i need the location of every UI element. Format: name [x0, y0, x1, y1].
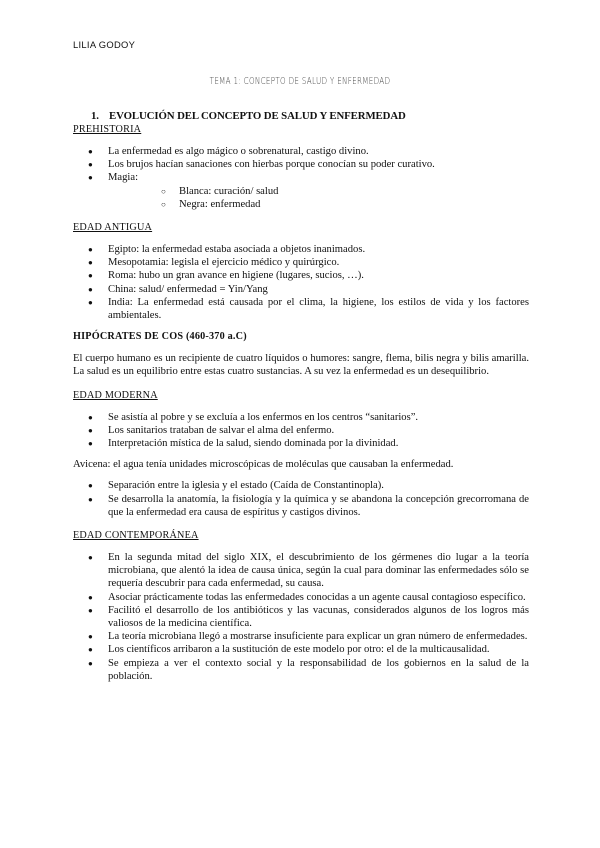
list-item: ● La teoría microbiana llegó a mostrarse insuficiente para explicar un gran número de enfermedades.: [73, 630, 529, 643]
document-body: [73, 110, 529, 683]
author-name: LILIA GODOY: [73, 39, 136, 50]
antigua-list: [73, 243, 529, 322]
avicena-paragraph: Avicena: el agua tenía unidades microscópicas de moléculas que causaban la enfermedad.: [73, 459, 454, 471]
list-item: ● India: La enfermedad está causada por el clima, la higiene, los estilos de vida y los factores ambientales.: [73, 296, 529, 322]
moderna-list: [73, 411, 529, 451]
prehistoria-list: [73, 145, 529, 211]
heading-number: 1.: [91, 110, 99, 122]
list-item: ● Los científicos arribaron a la sustitución de este modelo por otro: el de la multicausalidad.: [73, 643, 529, 656]
list-item: ● Asociar prácticamente todas las enfermedades conocidas a un agente causal contagioso específico.: [73, 591, 529, 604]
sublist-item: ○ Blanca: curación/ salud: [108, 185, 529, 198]
list-item: ● Facilitó el desarrollo de los antibióticos y las vacunas, considerados algunos de los logros más valiosos de la medicina científica.: [73, 604, 529, 630]
list-item: ● Los brujos hacían sanaciones con hierbas porque conocían su poder curativo.: [73, 158, 529, 171]
heading-text: EVOLUCIÓN DEL CONCEPTO DE SALUD Y ENFERMEDAD: [109, 110, 406, 122]
document-title: TEMA 1: CONCEPTO DE SALUD Y ENFERMEDAD: [209, 76, 391, 87]
moderna-list-2: [73, 479, 529, 519]
magia-label: Magia:: [108, 172, 139, 184]
list-item: ● China: salud/ enfermedad = Yin/Yang: [73, 283, 529, 296]
list-item: [73, 171, 529, 211]
list-item: ● La enfermedad es algo mágico o sobrenatural, castigo divino.: [73, 145, 529, 158]
hipocrates-paragraph: El cuerpo humano es un recipiente de cuatro líquidos o humores: sangre, flema, bilis negra y bilis amarilla. La salud es un equilibrio entre estas cuatro sustancias. A su vez la enfermedad es un desequilibrio.: [73, 353, 529, 378]
list-item: ● Egipto: la enfermedad estaba asociada a objetos inanimados.: [73, 243, 529, 256]
section-heading: [91, 110, 529, 122]
list-item: ● Se empieza a ver el contexto social y la responsabilidad de los gobiernos en la salud de la población.: [73, 657, 529, 683]
list-item: ● Se asistía al pobre y se excluía a los enfermos en los centros “sanitarios”.: [73, 411, 529, 424]
contemporanea-title: EDAD CONTEMPORÁNEA: [73, 530, 199, 542]
magia-sublist: [108, 185, 529, 211]
list-item: ● Separación entre la iglesia y el estado (Caída de Constantinopla).: [73, 479, 529, 492]
list-item: ● En la segunda mitad del siglo XIX, el descubrimiento de los gérmenes dio lugar a la teoría microbiana, que alentó la idea de causa única, según la cual para dominar las enfermedades sólo se requería descubrir para cada enfermedad, su causa.: [73, 551, 529, 591]
moderna-title: EDAD MODERNA: [73, 389, 158, 401]
hipocrates-title: HIPÓCRATES DE COS (460-370 a.C): [73, 331, 247, 343]
prehistoria-title: PREHISTORIA: [73, 124, 142, 135]
list-item: ● Los sanitarios trataban de salvar el alma del enfermo.: [73, 424, 529, 437]
sublist-item: ○ Negra: enfermedad: [108, 198, 529, 211]
list-item: ● Interpretación mística de la salud, siendo dominada por la divinidad.: [73, 437, 529, 450]
list-item: ● Roma: hubo un gran avance en higiene (lugares, sucios, …).: [73, 269, 529, 282]
antigua-title: EDAD ANTIGUA: [73, 222, 153, 234]
list-item: ● Se desarrolla la anatomía, la fisiología y la química y se abandona la concepción grecorromana de que la enfermedad era causa de espíritus y castigos divinos.: [73, 493, 529, 519]
contemporanea-list: [73, 551, 529, 683]
list-item: ● Mesopotamia: legisla el ejercicio médico y quirúrgico.: [73, 256, 529, 269]
